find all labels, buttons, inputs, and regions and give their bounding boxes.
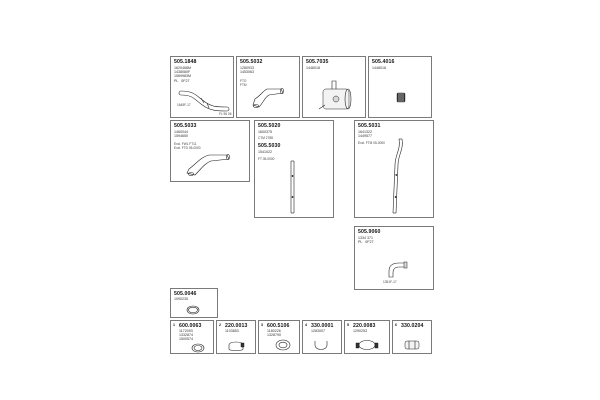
part-code: 330.0204 xyxy=(401,323,424,329)
part-code: 505.1848 xyxy=(174,59,197,65)
part-cell-600-0063[interactable] xyxy=(170,320,214,354)
part-cell-505-5032[interactable] xyxy=(236,56,300,118)
pipe-clamp-icon xyxy=(217,321,257,355)
part-cell-220-0013[interactable] xyxy=(216,320,256,354)
part-cell-505-5033[interactable] xyxy=(170,120,250,182)
part-cell-505-9060[interactable] xyxy=(354,226,434,290)
part-note: 1351F-17 xyxy=(383,280,397,284)
part-note: FTM xyxy=(240,83,247,87)
part-code: 505.0046 xyxy=(174,291,197,297)
part-refs: 1448018 xyxy=(306,66,320,70)
part-note: Excl. FWL FT11 xyxy=(174,142,197,146)
part-cell-505-4016[interactable] xyxy=(368,56,432,118)
item-number: 1 xyxy=(173,323,175,327)
part-code: 505.5031 xyxy=(358,123,381,129)
exhaust-bend-pipe-icon xyxy=(171,121,251,183)
exhaust-bend-pipe-icon xyxy=(237,57,301,119)
part-refs: 1283007 xyxy=(311,329,325,333)
part-cell-330-0204[interactable] xyxy=(392,320,432,354)
part-code: 330.0001 xyxy=(311,323,334,329)
silencer-muffler-icon xyxy=(303,57,367,119)
part-code: 505.5030 xyxy=(258,143,281,149)
part-code: 600.5106 xyxy=(267,323,290,329)
part-note: CTM 2788 xyxy=(258,136,273,140)
item-number: 5 xyxy=(347,323,349,327)
curved-tailpipe-icon xyxy=(355,121,435,219)
part-cell-600-5106[interactable] xyxy=(258,320,300,354)
part-refs: 1334 371 PL 0F27 xyxy=(358,236,374,245)
part-code: 505.4016 xyxy=(372,59,395,65)
part-cell-220-0083[interactable] xyxy=(344,320,390,354)
part-code: 600.0063 xyxy=(179,323,202,329)
part-refs: 1172093 1332874 1500574 xyxy=(179,329,193,342)
part-cell-505-0046[interactable] xyxy=(170,288,218,318)
part-refs: 1180226 1328790 xyxy=(267,329,281,338)
part-refs: 1090235 xyxy=(174,297,188,301)
part-code: 505.5020 xyxy=(258,123,281,129)
part-refs: 1290253 xyxy=(353,329,367,333)
sleeve-connector-icon xyxy=(393,321,433,355)
part-note: Excl. FTD 05-0000 xyxy=(174,146,201,150)
part-note: Excl. FTM 05-0000 xyxy=(358,141,385,145)
part-note: FT 05-0000 xyxy=(258,157,275,161)
part-refs: 1460044 1594650 xyxy=(174,130,188,139)
exhaust-bend-pipe-icon xyxy=(171,57,235,119)
part-code: 220.0083 xyxy=(353,323,376,329)
part-code: 505.7035 xyxy=(306,59,329,65)
part-refs: 1280933 1453063 xyxy=(240,66,254,75)
item-number: 6 xyxy=(395,323,397,327)
item-number: 4 xyxy=(305,323,307,327)
part-refs: 1641322 1449577 xyxy=(358,130,372,139)
part-refs: 1541022 xyxy=(258,150,272,154)
part-cell-330-0001[interactable] xyxy=(302,320,342,354)
part-refs: 1620468M 1438080F 1569983M PL 0F27 xyxy=(174,66,191,83)
part-code: 505.5032 xyxy=(240,59,263,65)
flange-gasket-icon xyxy=(259,321,301,355)
part-code: 505.9060 xyxy=(358,229,381,235)
gasket-ring-icon xyxy=(171,321,215,355)
item-number: 2 xyxy=(219,323,221,327)
u-bolt-icon xyxy=(303,321,343,355)
part-note: FL 96 06 xyxy=(219,112,232,116)
item-number: 3 xyxy=(261,323,263,327)
part-cell-505-1848[interactable] xyxy=(170,56,234,118)
straight-tailpipe-icon xyxy=(255,121,335,219)
part-refs: 1600375 xyxy=(258,130,272,134)
part-cell-505-5020-5030[interactable] xyxy=(254,120,334,218)
part-refs: 1448018 xyxy=(372,66,386,70)
part-refs: 1103853 xyxy=(225,329,239,333)
part-code: 220.0013 xyxy=(225,323,248,329)
mounting-bracket-icon xyxy=(369,57,433,119)
clamp-icon xyxy=(171,289,219,319)
part-cell-505-5031[interactable] xyxy=(354,120,434,218)
part-note: 1645F-17 xyxy=(177,103,191,107)
clamp-with-bolts-icon xyxy=(345,321,391,355)
part-note: FTO xyxy=(240,79,247,83)
part-code: 505.5033 xyxy=(174,123,197,129)
part-cell-505-7035[interactable] xyxy=(302,56,366,118)
